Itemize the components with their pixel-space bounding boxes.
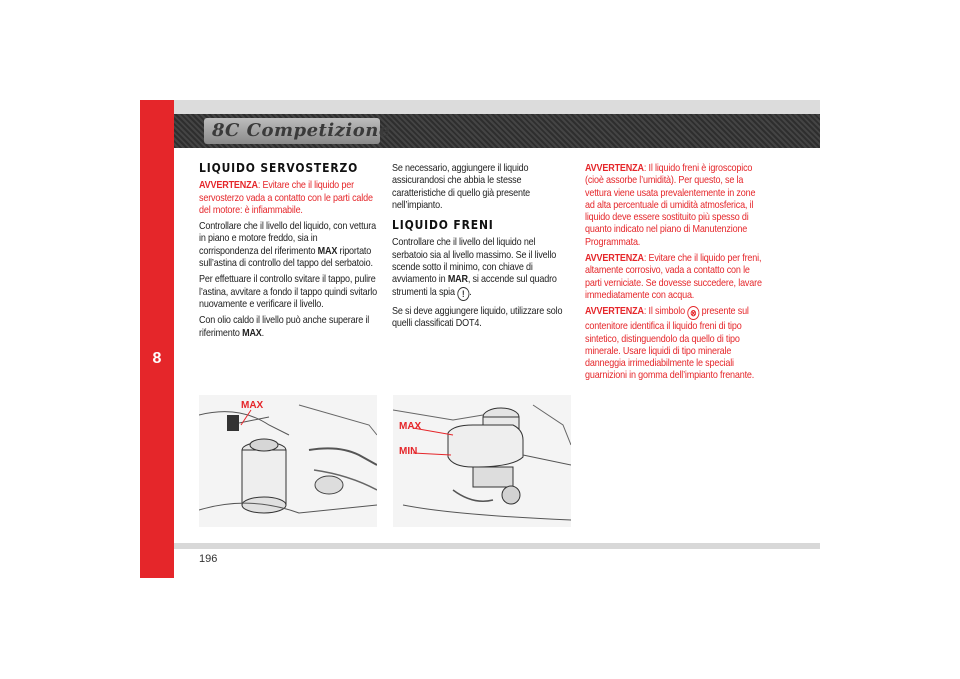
max-level-label: MAX bbox=[241, 400, 264, 411]
text: riportato sull’astina di controllo del tappo del serbatoio. bbox=[199, 244, 373, 270]
column-brake-fluid bbox=[392, 162, 570, 333]
warning-text: : Evitare che il liquido per servosterzo vada a contatto con le parti calde del motore: è infiammabile. bbox=[199, 179, 373, 216]
emphasis: MAR bbox=[447, 273, 468, 286]
warning-text: : Il liquido freni è igroscopico (cioè assorbe l’umidità). Per questo, se la vettura viene usata prevalentemente in zone ad alta percentuale di umidità atmosferica, il liquido deve essere sostituito più spesso di quanto indicato nel piano di Manutenzione Programmata. bbox=[585, 162, 756, 248]
brand-logo bbox=[204, 118, 391, 144]
text: Controllare che il livello del liquido nel serbatoio sia al livello massimo. Se il livello scende sotto il minimo, con chiave di avviamento in bbox=[392, 236, 557, 286]
chapter-tab bbox=[140, 100, 174, 578]
min-level-label: MIN bbox=[399, 446, 418, 457]
section-title-brake-fluid: LIQUIDO FRENI bbox=[392, 217, 494, 233]
engine-bay-illustration-1 bbox=[199, 395, 377, 527]
warning-label: AVVERTENZA bbox=[585, 162, 644, 174]
brand-logo-text: 8C Competizione bbox=[212, 120, 391, 141]
brake-fluid-reservoir-figure bbox=[393, 395, 571, 527]
text: , si accende sul quadro strumenti la spia bbox=[392, 273, 557, 298]
warning-paragraph bbox=[585, 305, 765, 381]
body-paragraph: Se si deve aggiungere liquido, utilizzare solo quelli classificati DOT4. bbox=[392, 304, 563, 329]
chapter-number: 8 bbox=[152, 350, 162, 367]
body-paragraph bbox=[199, 314, 377, 339]
footer-strip bbox=[174, 543, 820, 549]
brake-warning-light-icon: ! bbox=[457, 287, 469, 301]
header-strip bbox=[174, 100, 820, 114]
text: . bbox=[469, 285, 472, 298]
text: Con olio caldo il livello può anche superare il riferimento bbox=[199, 314, 370, 339]
warning-paragraph bbox=[585, 252, 765, 301]
emphasis: MAX bbox=[242, 326, 262, 339]
text: Controllare che il livello del liquido, con vettura in piano e motore freddo, sia in corrispondenza del riferimento bbox=[199, 220, 376, 257]
emphasis: MAX bbox=[317, 244, 338, 257]
warning-paragraph bbox=[199, 179, 377, 216]
power-steering-reservoir-figure bbox=[199, 395, 377, 527]
body-paragraph: Per effettuare il controllo svitare il tappo, pulire l’astina, avvitare a fondo il tappo quindi svitarlo nuovamente e verificare il livello. bbox=[199, 273, 377, 310]
warning-label: AVVERTENZA bbox=[199, 179, 258, 192]
page-number: 196 bbox=[199, 553, 218, 565]
synthetic-fluid-symbol-icon: ⊗ bbox=[687, 306, 699, 320]
warning-label: AVVERTENZA bbox=[585, 305, 644, 318]
warning-text: : Evitare che il liquido per freni, altamente corrosivo, vada a contatto con le parti verniciate. Se dovesse succedere, lavare immediatamente con acqua. bbox=[585, 252, 762, 301]
warning-text: : Il simbolo bbox=[643, 305, 688, 318]
body-paragraph bbox=[392, 236, 570, 300]
body-paragraph: Se necessario, aggiungere il liquido assicurandosi che abbia le stesse caratteristiche di quello già presente nell’impianto. bbox=[392, 162, 531, 211]
column-power-steering bbox=[199, 162, 377, 343]
body-paragraph bbox=[199, 220, 377, 269]
max-level-label: MAX bbox=[399, 421, 422, 432]
engine-bay-illustration-2 bbox=[393, 395, 571, 527]
header-banner bbox=[174, 114, 820, 148]
warning-label: AVVERTENZA bbox=[585, 252, 644, 265]
section-title-power-steering: LIQUIDO SERVOSTERZO bbox=[199, 160, 359, 175]
column-warnings bbox=[585, 162, 765, 386]
warning-paragraph bbox=[585, 162, 765, 248]
text: . bbox=[261, 326, 264, 339]
warning-text: presente sul contenitore identifica il liquido freni di tipo sintetico, distinguendolo da quello di tipo minerale. Usare liquidi di tipo minerale danneggia irrimediabilmente le speciali guarnizioni in gomma dell’impianto frenante. bbox=[585, 305, 755, 382]
